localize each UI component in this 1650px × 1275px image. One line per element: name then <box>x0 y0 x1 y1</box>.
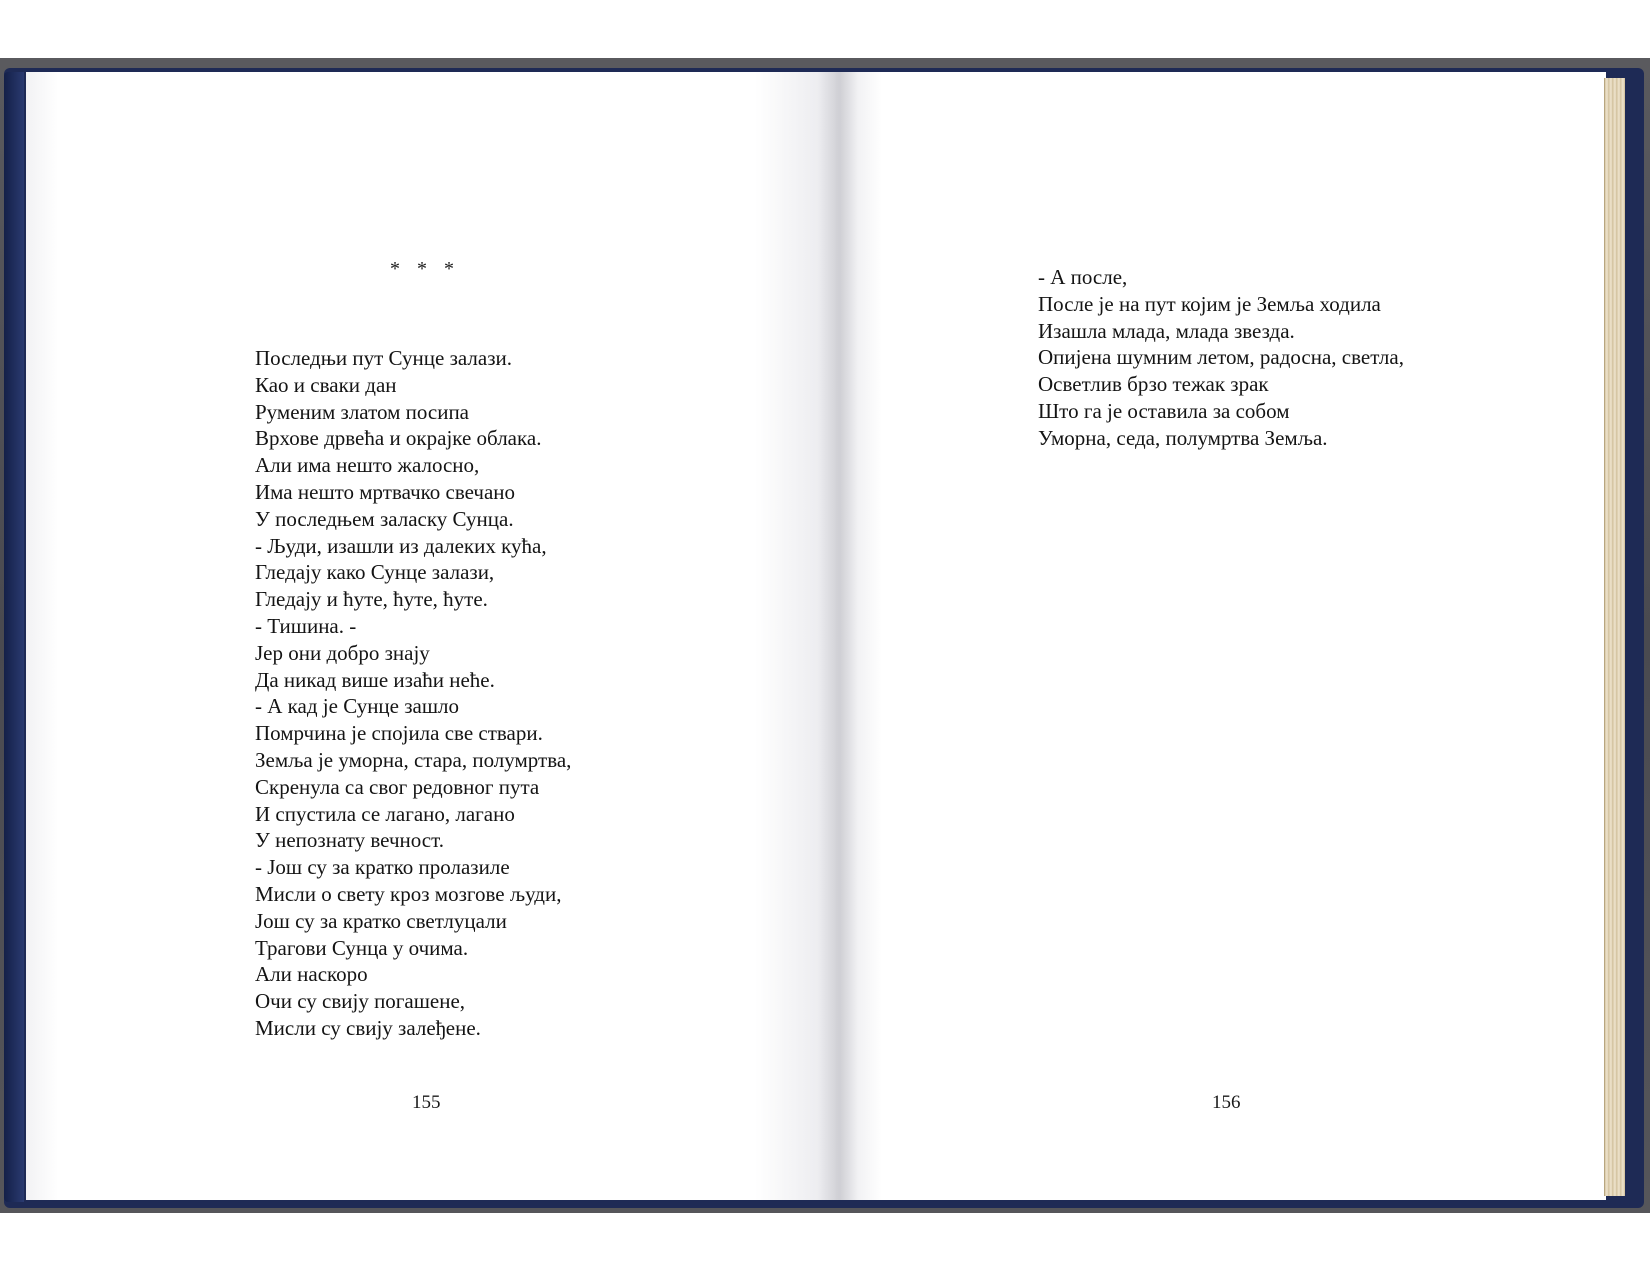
cover-edge-left <box>4 72 24 1202</box>
poem-line: Али наскоро <box>255 962 368 987</box>
poem-line: После је на пут којим је Земља ходила <box>1038 291 1381 316</box>
poem-line: Као и сваки дан <box>255 372 397 397</box>
page-number-right: 156 <box>1212 1092 1241 1113</box>
section-ornament: * * * <box>390 258 460 280</box>
book-gutter <box>818 72 858 1200</box>
poem-line: Да никад више изаћи неће. <box>255 667 495 692</box>
poem-line: У непознату вечност. <box>255 828 444 853</box>
poem-line: Мисли су свију залеђене. <box>255 1015 481 1040</box>
poem-line: Очи су свију погашене, <box>255 989 466 1014</box>
poem-line: Изашла млада, млада звезда. <box>1038 318 1295 343</box>
poem-line: Земља је уморна, стара, полумртва, <box>255 747 572 772</box>
poem-line: Што га је оставила за собом <box>1038 398 1290 423</box>
poem-line: - А кад је Сунце зашло <box>255 694 460 719</box>
poem-line: Врхове дрвећа и окрајке облака. <box>255 426 542 451</box>
poem-left-page <box>255 345 571 1042</box>
poem-line: - Људи, изашли из далеких кућа, <box>255 533 547 558</box>
poem-line: Још су за кратко светлуцали <box>255 908 507 933</box>
poem-line: Трагови Сунца у очима. <box>255 935 469 960</box>
poem-line: Гледају како Сунце залази, <box>255 560 495 585</box>
poem-line: У последњем заласку Сунца. <box>255 506 514 531</box>
poem-line: Руменим златом посипа <box>255 399 469 424</box>
page-edges <box>1604 78 1625 1196</box>
poem-line: Уморна, седа, полумртва Земља. <box>1038 425 1328 450</box>
page-number-left: 155 <box>412 1092 441 1113</box>
poem-line: - А после, <box>1038 265 1128 289</box>
poem-line: Јер они добро знају <box>255 640 430 665</box>
poem-line: Мисли о свету кроз мозгове људи, <box>255 881 562 906</box>
poem-right-page <box>1038 264 1404 452</box>
poem-line: - Тишина. - <box>255 613 357 638</box>
poem-line: Скренула са свог редовног пута <box>255 774 540 799</box>
right-page <box>836 72 1606 1200</box>
poem-line: Али има нешто жалосно, <box>255 453 480 478</box>
poem-line: Гледају и ћуте, ћуте, ћуте. <box>255 587 488 612</box>
poem-line: Последњи пут Сунце залази. <box>255 346 512 370</box>
poem-line: - Још су за кратко пролазиле <box>255 855 510 880</box>
poem-line: Опијена шумним летом, радосна, светла, <box>1038 345 1404 370</box>
poem-line: Помрчина је спојила све ствари. <box>255 721 543 746</box>
poem-line: И спустила се лагано, лагано <box>255 801 515 826</box>
poem-line: Осветлив брзо тежак зрак <box>1038 372 1269 397</box>
poem-line: Има нешто мртвачко свечано <box>255 479 516 504</box>
